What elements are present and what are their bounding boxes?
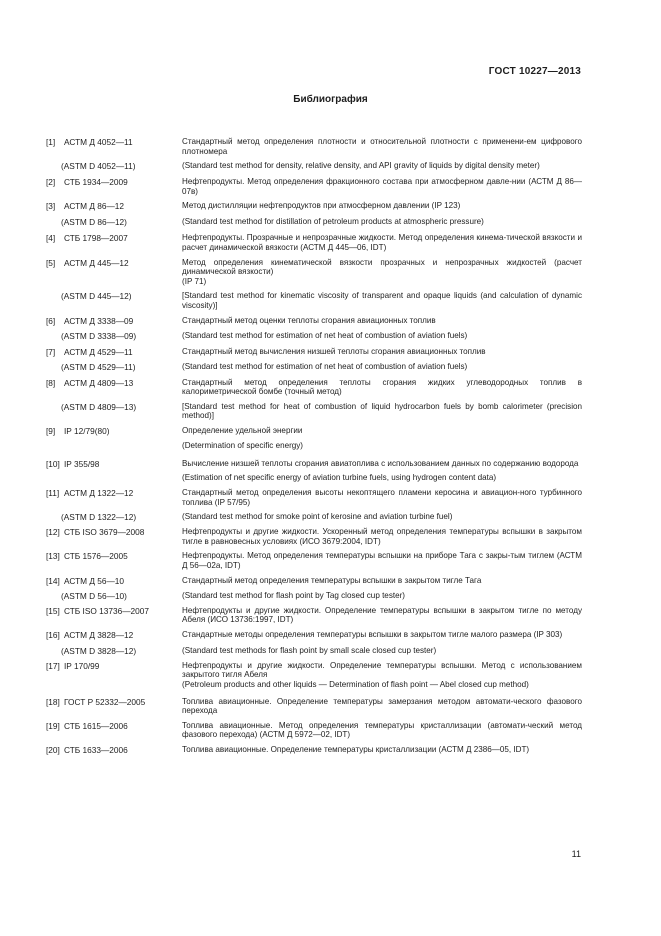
bibliography-entry <box>46 201 582 212</box>
entry-description <box>182 362 582 372</box>
entry-reference <box>46 161 182 172</box>
entry-reference <box>46 258 182 269</box>
entry-number: [7] <box>46 346 56 357</box>
entry-reference <box>46 402 182 413</box>
bibliography-entry <box>46 441 582 451</box>
entry-description-text: (Standard test method for estimation of net heat of combustion of aviation fuels) <box>182 361 468 371</box>
bibliography-entry <box>46 512 582 523</box>
entry-reference <box>46 527 182 538</box>
entry-description-text: (IP 71) <box>182 276 207 286</box>
entry-description <box>182 378 582 397</box>
entry-standard-code: СТБ 1615—2006 <box>64 720 128 731</box>
entry-description-text: (Petroleum products and other liquids — Determination of flash point — Abel closed cup method) <box>182 680 529 690</box>
entry-number: [9] <box>46 425 56 436</box>
entry-number: [4] <box>46 233 56 244</box>
bibliography-entry <box>46 137 582 156</box>
entry-number: [3] <box>46 201 56 212</box>
entry-number: [15] <box>46 605 60 616</box>
entry-reference <box>46 721 182 732</box>
entry-description-text: Топлива авиационные. Определение температуры кристаллизации (АСТМ Д 2386—05, IDT) <box>182 745 530 754</box>
entry-reference <box>46 347 182 358</box>
entry-standard-code: СТБ 1934—2009 <box>64 177 128 188</box>
entry-reference <box>46 378 182 389</box>
entry-standard-code: (ASTM D 1322—12) <box>61 512 137 523</box>
entry-standard-code: (ASTM D 3338—09) <box>61 330 137 341</box>
entry-reference <box>46 426 182 437</box>
bibliography-entry <box>46 258 582 287</box>
bibliography-entry <box>46 161 582 172</box>
entry-description <box>182 661 582 690</box>
entry-reference <box>46 177 182 188</box>
entry-description <box>182 137 582 156</box>
bibliography-entry <box>46 378 582 397</box>
entry-number: [16] <box>46 629 60 640</box>
entry-reference <box>46 606 182 617</box>
entry-description <box>182 630 582 640</box>
entry-description-text: (Standard test method for estimation of net heat of combustion of aviation fuels) <box>182 330 468 340</box>
entry-description-text: Метод определения кинематической вязкости прозрачных и непрозрачных жидкостей (расчет динамической вязкости) <box>182 257 582 277</box>
entry-standard-code: IP 170/99 <box>64 660 100 671</box>
entry-description-text: Стандартный метод определения высоты некоптящего пламени керосина и авиацион-ного турбинного топлива (IP 57/95) <box>182 488 582 507</box>
entry-description-text: Нефтепродукты и другие жидкости. Определение температуры вспышки. Метод с использованием закрытого тигля Абеля <box>182 660 582 680</box>
entry-reference <box>46 291 182 302</box>
entry-number: [19] <box>46 720 60 731</box>
entry-description-text: (Standard test method for density, relative density, and API gravity of liquids by digital density meter) <box>182 161 540 171</box>
entry-reference <box>46 362 182 373</box>
entry-reference <box>46 646 182 657</box>
entry-description <box>182 606 582 625</box>
entry-number: [1] <box>46 137 56 147</box>
entry-reference <box>46 137 182 148</box>
bibliography-entry <box>46 362 582 373</box>
entry-number: [10] <box>46 458 60 469</box>
entry-description-text: Стандартные методы определения температуры вспышки в закрытом тигле малого размера (IP 303) <box>182 629 563 639</box>
entry-description <box>182 473 582 483</box>
entry-standard-code: АСТМ Д 445—12 <box>64 257 129 268</box>
entry-standard-code: IP 355/98 <box>64 458 100 469</box>
entry-reference <box>46 576 182 587</box>
bibliography-entry <box>46 661 582 690</box>
entry-reference <box>46 697 182 708</box>
entry-standard-code: СТБ 1576—2005 <box>64 551 128 562</box>
entry-description <box>182 459 582 469</box>
entry-reference <box>46 316 182 327</box>
entry-standard-code: СТБ 1633—2006 <box>64 745 128 755</box>
entry-number: [6] <box>46 315 56 326</box>
entry-description <box>182 258 582 287</box>
entry-number: [5] <box>46 257 56 268</box>
entry-description-text: Топлива авиационные. Метод определения температуры кристаллизации (автомати-ческий метод фазового перехода) (АСТМ Д 5972—02, IDT) <box>182 720 582 740</box>
entry-reference <box>46 551 182 562</box>
entry-number: [17] <box>46 660 60 671</box>
bibliography-entry <box>46 316 582 327</box>
entry-standard-code: (ASTM D 4529—11) <box>61 361 136 372</box>
entry-description <box>182 488 582 507</box>
entry-number: [20] <box>46 745 60 755</box>
entry-standard-code: (ASTM D 4052—11) <box>61 161 136 172</box>
document-code: ГОСТ 10227—2013 <box>488 66 581 77</box>
entry-description-text: Метод дистилляции нефтепродуктов при атмосферном давлении (IP 123) <box>182 201 461 211</box>
entry-description <box>182 233 582 252</box>
bibliography-entry <box>46 177 582 196</box>
entry-description <box>182 217 582 227</box>
entry-description-text: Стандартный метод вычисления низшей теплоты сгорания авиационных топлив <box>182 346 486 356</box>
entry-description-text: Топлива авиационные. Определение температуры замерзания методом автомати-ческого фазового перехода <box>182 696 582 716</box>
bibliography-list <box>46 137 582 756</box>
entry-reference <box>46 217 182 228</box>
entry-standard-code: АСТМ Д 3338—09 <box>64 315 134 326</box>
entry-standard-code: СТБ 1798—2007 <box>64 233 128 244</box>
entry-description <box>182 177 582 196</box>
bibliography-entry <box>46 347 582 358</box>
entry-description-text: Нефтепродукты. Метод определения фракционного состава при атмосферном давле-нии (АСТМ Д 86—07в) <box>182 177 582 196</box>
entry-standard-code: АСТМ Д 56—10 <box>64 575 125 586</box>
entry-description <box>182 201 582 211</box>
entry-description-text: [Standard test method for heat of combustion of liquid hydrocarbon fuels by bomb calorimeter (precision method)] <box>182 401 582 421</box>
entry-standard-code: (ASTM D 56—10) <box>61 590 127 601</box>
bibliography-heading: Библиография <box>293 94 368 105</box>
entry-description-text: (Standard test method for flash point by Tag closed cup tester) <box>182 590 406 600</box>
entry-description-text: Нефтепродукты и другие жидкости. Определение температуры вспышки в закрытом тигле по методу Абеля (ИСО 13736:1997, IDT) <box>182 605 582 625</box>
entry-standard-code: (ASTM D 445—12) <box>61 291 132 302</box>
entry-number: [8] <box>46 377 56 388</box>
entry-description-text: Нефтепродукты и другие жидкости. Ускоренный метод определения температуры вспышки в закрытом тигле в равновесных условиях (ИСО 3679:2004, IDT) <box>182 527 582 546</box>
entry-reference <box>46 233 182 244</box>
bibliography-entry <box>46 459 582 470</box>
entry-standard-code: АСТМ Д 3828—12 <box>64 629 134 640</box>
entry-description-text: Определение удельной энергии <box>182 425 303 435</box>
entry-description-text: Вычисление низшей теплоты сгорания авиатоплива с использованием данных по содержанию водорода <box>182 458 579 468</box>
entry-number: [13] <box>46 551 60 562</box>
bibliography-entry <box>46 233 582 252</box>
bibliography-entry <box>46 576 582 587</box>
entry-number: [12] <box>46 527 60 538</box>
entry-description <box>182 745 582 755</box>
entry-standard-code: СТБ ISO 13736—2007 <box>64 605 149 616</box>
entry-description <box>182 721 582 740</box>
bibliography-entry <box>46 630 582 641</box>
entry-description-text: (Estimation of net specific energy of aviation turbine fuels, using hydrogen content data) <box>182 472 497 482</box>
entry-number: [18] <box>46 696 60 707</box>
entry-description-text: Стандартный метод определения температуры вспышки в закрытом тигле Тага <box>182 575 482 585</box>
entry-standard-code: (ASTM D 4809—13) <box>61 401 137 412</box>
entry-description <box>182 316 582 326</box>
entry-description-text: Стандартный метод определения теплоты сгорания жидких углеводородных топлив в калориметрической бомбе (точный метод) <box>182 377 582 397</box>
entry-standard-code: АСТМ Д 4052—11 <box>64 137 133 147</box>
entry-reference <box>46 630 182 641</box>
entry-reference <box>46 512 182 523</box>
bibliography-entry <box>46 426 582 437</box>
entry-reference <box>46 591 182 602</box>
entry-description <box>182 161 582 171</box>
entry-description <box>182 551 582 570</box>
entry-description-text: (Standard test method for smoke point of kerosine and aviation turbine fuel) <box>182 512 453 522</box>
bibliography-entry <box>46 291 582 310</box>
entry-description <box>182 426 582 436</box>
bibliography-entry <box>46 473 582 483</box>
entry-description <box>182 512 582 522</box>
bibliography-entry <box>46 527 582 546</box>
entry-reference <box>46 201 182 212</box>
bibliography-entry <box>46 721 582 740</box>
bibliography-entry <box>46 745 582 756</box>
entry-standard-code: (ASTM D 86—12) <box>61 217 127 228</box>
bibliography-entry <box>46 591 582 602</box>
entry-description-text: Нефтепродукты. Метод определения температуры вспышки на приборе Тага с закры-тым тиглем (АСТМ Д 56—02а, IDT) <box>182 551 582 571</box>
entry-number: [2] <box>46 177 56 188</box>
entry-reference <box>46 745 182 756</box>
entry-number: [11] <box>46 488 60 499</box>
entry-description-text: Стандартный метод определения плотности и относительной плотности с применени-ем цифрового плотномера <box>182 137 582 156</box>
entry-reference <box>46 459 182 470</box>
entry-description <box>182 527 582 546</box>
entry-reference <box>46 331 182 342</box>
entry-number: [14] <box>46 575 60 586</box>
entry-standard-code: АСТМ Д 1322—12 <box>64 488 134 499</box>
entry-standard-code: IP 12/79(80) <box>64 425 110 436</box>
entry-description <box>182 697 582 716</box>
entry-description-text: [Standard test method for kinematic viscosity of transparent and opaque liquids (and calculation of dynamic viscosity)] <box>182 291 582 310</box>
entry-description <box>182 331 582 341</box>
entry-description-text: (Determination of specific energy) <box>182 440 304 450</box>
entry-reference <box>46 488 182 499</box>
bibliography-entry <box>46 646 582 657</box>
entry-reference <box>46 661 182 672</box>
entry-description-text: (Standard test method for distillation of petroleum products at atmospheric pressure) <box>182 217 484 227</box>
entry-description-text: (Standard test methods for flash point by small scale closed cup tester) <box>182 645 437 655</box>
bibliography-entry <box>46 402 582 421</box>
bibliography-entry <box>46 606 582 625</box>
entry-description <box>182 591 582 601</box>
entry-standard-code: ГОСТ Р 52332—2005 <box>64 696 146 707</box>
bibliography-entry <box>46 697 582 716</box>
entry-description-text: Нефтепродукты. Прозрачные и непрозрачные жидкости. Метод определения кинема-тической вязкости и расчет динамической вязкости (АСТМ Д 445—06, IDT) <box>182 233 582 252</box>
entry-standard-code: (ASTM D 3828—12) <box>61 645 137 656</box>
entry-description <box>182 347 582 357</box>
bibliography-entry <box>46 217 582 228</box>
page-number: 11 <box>571 849 581 859</box>
entry-description <box>182 402 582 421</box>
entry-description-text: Стандартный метод оценки теплоты сгорания авиационных топлив <box>182 315 436 325</box>
bibliography-entry <box>46 551 582 570</box>
entry-description <box>182 576 582 586</box>
entry-description <box>182 441 582 451</box>
entry-description <box>182 291 582 310</box>
entry-description <box>182 646 582 656</box>
entry-standard-code: АСТМ Д 4529—11 <box>64 346 133 357</box>
entry-standard-code: СТБ ISO 3679—2008 <box>64 527 145 538</box>
bibliography-entry <box>46 488 582 507</box>
entry-standard-code: АСТМ Д 4809—13 <box>64 377 134 388</box>
bibliography-entry <box>46 331 582 342</box>
entry-standard-code: АСТМ Д 86—12 <box>64 201 125 212</box>
